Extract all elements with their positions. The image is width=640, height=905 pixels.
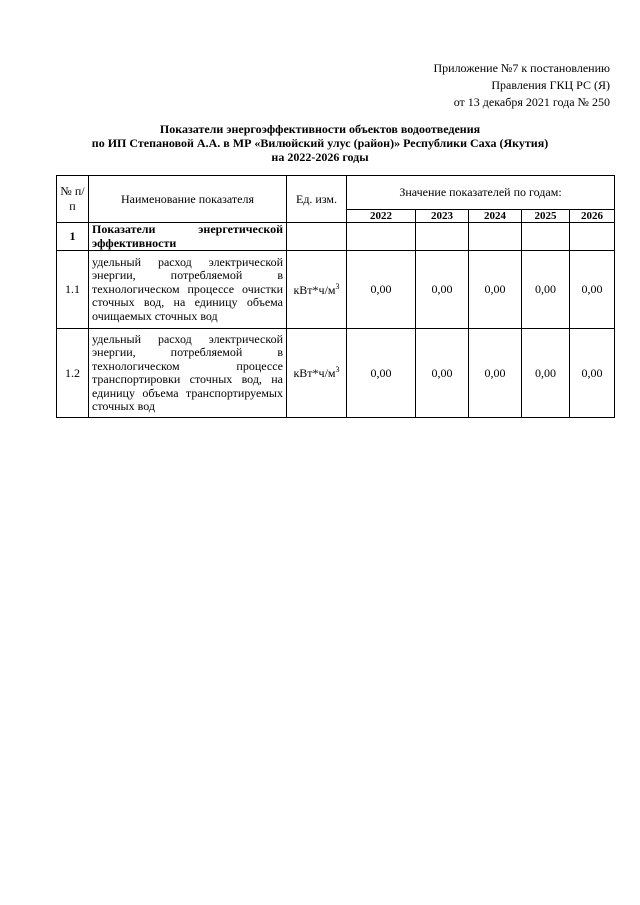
table-row bbox=[57, 329, 615, 418]
header-num: № п/п bbox=[57, 176, 89, 223]
row-value: 0,00 bbox=[522, 329, 570, 418]
row-num: 1.1 bbox=[57, 251, 89, 329]
header-name: Наименование показателя bbox=[89, 176, 287, 223]
row-value: 0,00 bbox=[570, 329, 615, 418]
title-line-3: на 2022-2026 годы bbox=[271, 150, 369, 164]
row-value: 0,00 bbox=[469, 329, 522, 418]
title-line-1: Показатели энергоэффективности объектов водоотведения bbox=[159, 122, 481, 136]
row-value: 0,00 bbox=[522, 251, 570, 329]
row-name: удельный расход электрической энергии, потребляемой в технологическом процессе очистки сточных вод, на единицу объема очищаемых сточных вод bbox=[89, 251, 287, 329]
header-year: 2025 bbox=[522, 210, 570, 223]
row-value: 0,00 bbox=[416, 329, 469, 418]
header-year: 2023 bbox=[416, 210, 469, 223]
row-num: 1.2 bbox=[57, 329, 89, 418]
row-value: 0,00 bbox=[570, 251, 615, 329]
section-row bbox=[57, 223, 615, 251]
document-title bbox=[0, 122, 640, 164]
title-line-2: по ИП Степановой А.А. в МР «Вилюйский улус (район)» Республики Саха (Якутия) bbox=[91, 136, 549, 150]
header-year: 2022 bbox=[347, 210, 416, 223]
appendix-line-2: Правления ГКЦ РС (Я) bbox=[491, 78, 610, 92]
row-value: 0,00 bbox=[347, 251, 416, 329]
table-row bbox=[57, 251, 615, 329]
header-unit: Ед. изм. bbox=[287, 176, 347, 223]
section-name: Показатели энергетической эффективности bbox=[89, 223, 287, 251]
row-unit: $кВт*ч/м^3$ bbox=[287, 329, 347, 418]
row-value: 0,00 bbox=[469, 251, 522, 329]
section-num: 1 bbox=[57, 223, 89, 251]
header-year: 2026 bbox=[570, 210, 615, 223]
header-row-1 bbox=[57, 176, 615, 210]
row-value: 0,00 bbox=[347, 329, 416, 418]
header-values-group: Значение показателей по годам: bbox=[347, 176, 615, 210]
row-name: удельный расход электрической энергии, потребляемой в технологическом процессе транспортировки сточных вод, на единицу объема транспортируемых сточных вод bbox=[89, 329, 287, 418]
appendix-note bbox=[433, 60, 610, 111]
appendix-line-1: Приложение №7 к постановлению bbox=[433, 61, 610, 75]
header-year: 2024 bbox=[469, 210, 522, 223]
row-value: 0,00 bbox=[416, 251, 469, 329]
indicators-table bbox=[56, 175, 615, 418]
row-unit: $кВт*ч/м^3$ bbox=[287, 251, 347, 329]
appendix-line-3: от 13 декабря 2021 года № 250 bbox=[453, 95, 610, 109]
